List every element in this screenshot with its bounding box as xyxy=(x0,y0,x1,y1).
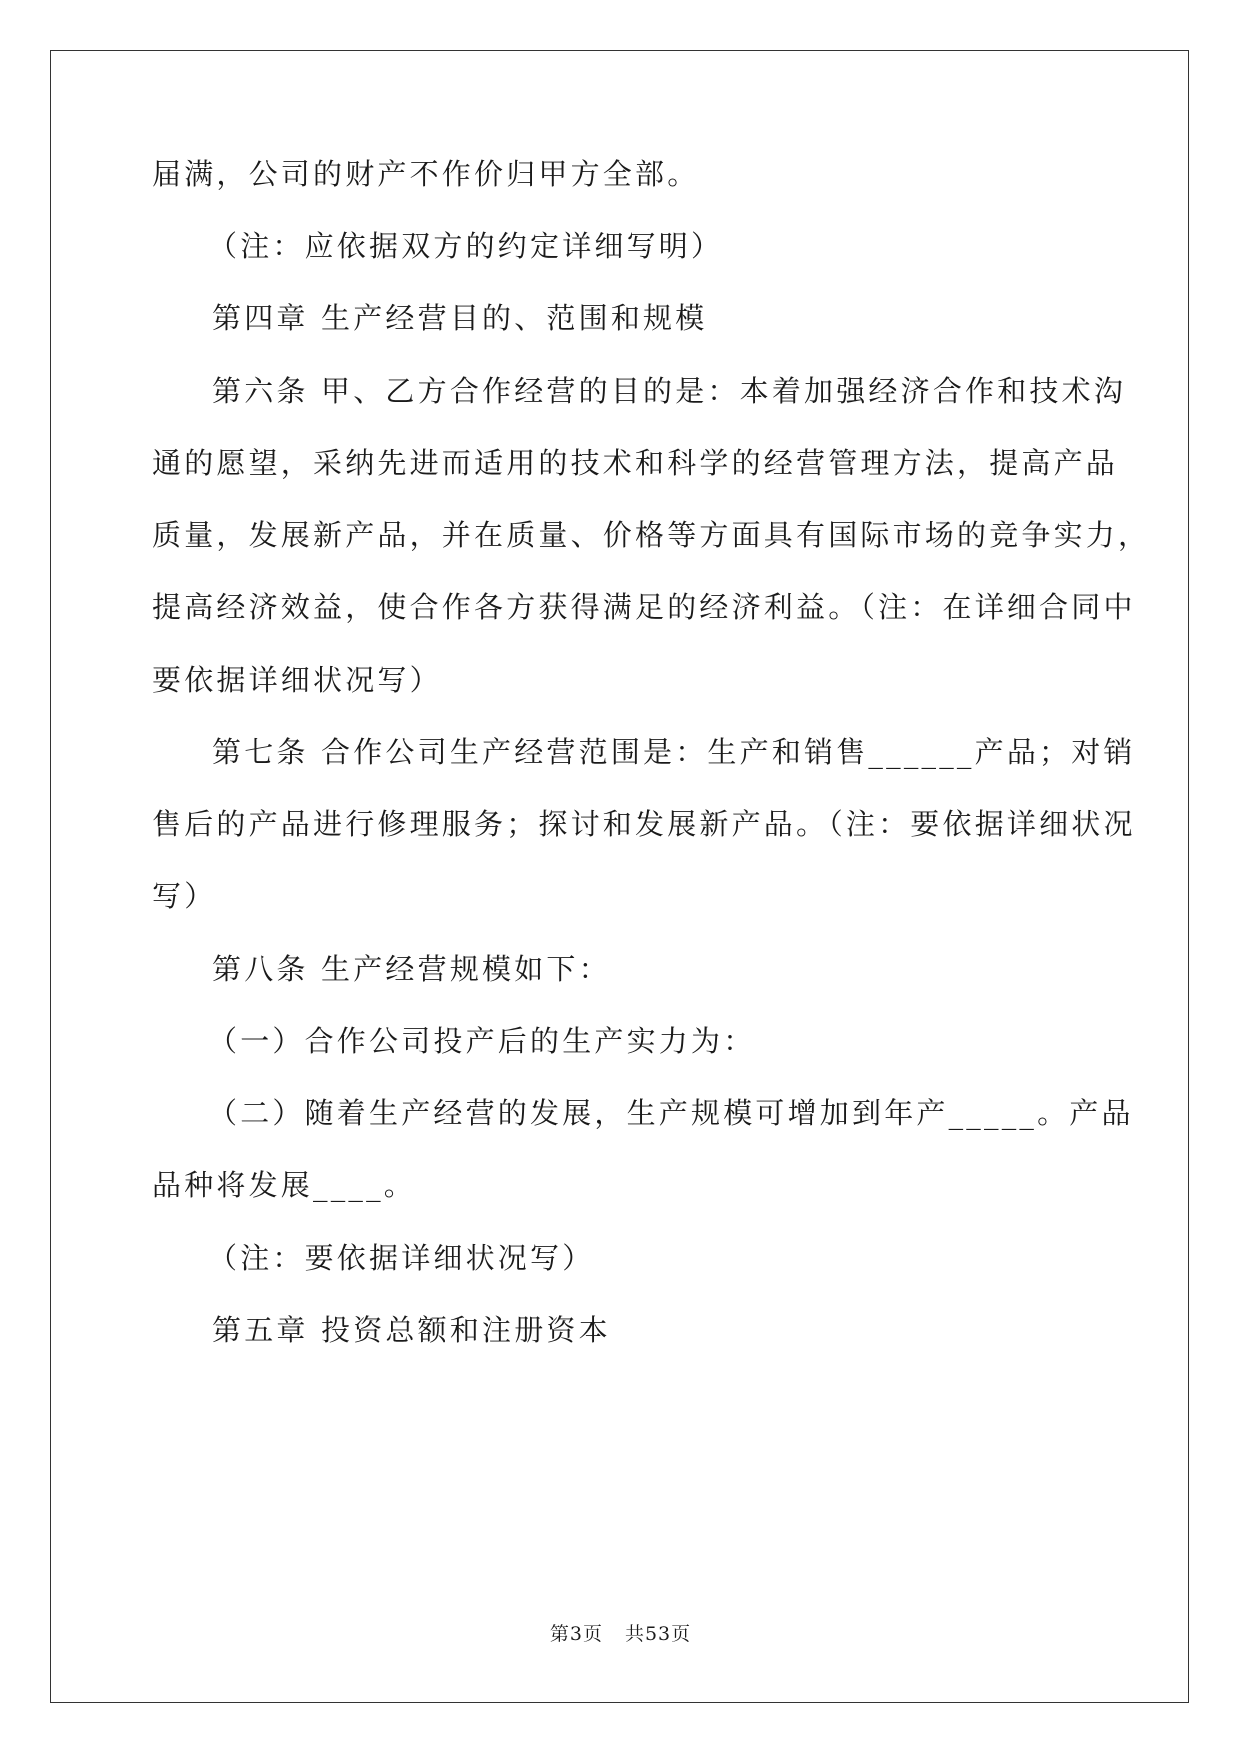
article-6-line-2: 通的愿望，采纳先进而适用的技术和科学的经营管理方法，提高产品 xyxy=(152,446,1119,480)
article-6-line-3: 质量，发展新产品，并在质量、价格等方面具有国际市场的竞争实力， xyxy=(152,518,1151,552)
article-7-line-3: 写） xyxy=(152,879,217,913)
article-7-line-1: 第七条 合作公司生产经营范围是：生产和销售______产品；对销 xyxy=(212,735,1136,769)
article-8-item-1: （一）合作公司投产后的生产实力为： xyxy=(208,1024,756,1058)
article-7-line-2: 售后的产品进行修理服务；探讨和发展新产品。（注：要依据详细状况 xyxy=(152,807,1136,841)
chapter-heading-5: 第五章 投资总额和注册资本 xyxy=(212,1313,611,1347)
note-line-2: （注：要依据详细状况写） xyxy=(208,1241,595,1275)
article-8-item-2-line-1: （二）随着生产经营的发展，生产规模可增加到年产_____。产品 xyxy=(208,1096,1134,1130)
article-6-line-4: 提高经济效益，使合作各方获得满足的经济利益。（注：在详细合同中 xyxy=(152,590,1136,624)
text-line-1: 届满，公司的财产不作价归甲方全部。 xyxy=(152,157,700,191)
article-8-item-2-line-2: 品种将发展____。 xyxy=(152,1168,417,1202)
article-8-heading: 第八条 生产经营规模如下： xyxy=(212,952,611,986)
article-6-line-1: 第六条 甲、乙方合作经营的目的是：本着加强经济合作和技术沟 xyxy=(212,374,1127,408)
page-number: 第3页 xyxy=(549,1623,603,1645)
page-border xyxy=(50,50,1189,1703)
chapter-heading-4: 第四章 生产经营目的、范围和规模 xyxy=(212,301,708,335)
article-6-line-5: 要依据详细状况写） xyxy=(152,663,442,697)
page-footer xyxy=(0,1619,1241,1646)
page-total: 共53页 xyxy=(624,1623,692,1645)
note-line-1: （注：应依据双方的约定详细写明） xyxy=(208,229,724,263)
